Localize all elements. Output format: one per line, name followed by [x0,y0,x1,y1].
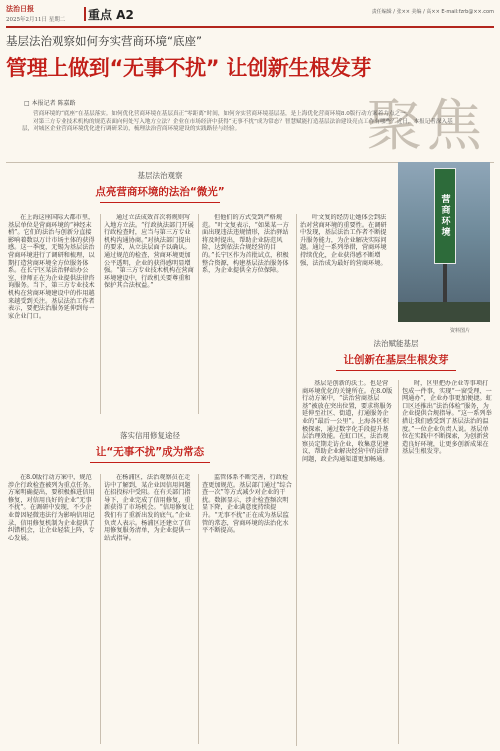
subhead-underline [90,462,210,463]
issue-date: 2025年2月11日 星期二 [6,17,66,23]
paragraph: 在8.0版行动方案中，规范涉企行政检查被列为重点任务。方案明确提出，要积极推进信用修复，对信用良好的企业“无事不扰”。在调研中发现，不少企业曾因轻微违法行为影响信用记录，信用修复机制为企业提供了纠错机会，让企业轻装上阵，专心发展。 [8,474,95,542]
column-text [8,474,96,744]
column-divider [296,334,297,746]
paper-name: 法治日报 [6,4,34,13]
subhead-title: 点亮营商环境的法治“微光” [95,186,225,198]
paragraph: 监管体系不断完善，行政检查更加规范。基层部门通过“综合查一次”等方式减少对企业的干扰。数据显示，涉企检查频次明显下降，企业满意度持续提升。“无事不扰”正在成为基层监管的常态，营商环境的法治化水平不断提高。 [202,474,292,535]
column-text [402,380,494,744]
column-text [104,474,194,744]
photo-credit: 资料图片 [450,328,471,334]
article-intro [22,111,462,135]
column-divider [398,380,399,744]
subhead-underline [100,202,220,203]
paragraph: 但他们的方式受到严格规范。“叶文复表示，“如果某一方面出现违法违规情形，法治驿站将及时提出，帮助企业防范风险，达到依法合规经营的目的。”长宁区作为首批试点，积极整合资源，构建基层法治服务体系，为企业提供全方位保障。 [202,214,289,275]
sign-board: 营商环境 [434,168,456,264]
paragraph: 在杨浦区，法治观察员在走访中了解到，某企业因信用问题在招投标中受阻。在有关部门指导下，企业完成了信用修复，重新获得了市场机会。“信用修复让我们有了重新出发的底气。”企业负责人表示。杨浦区还建立了信用修复服务清单，为企业提供一站式指导。 [104,474,194,542]
street-sign-photo [398,162,490,322]
column-text [202,214,292,414]
intro-paragraph: 对第三方专业技术机构的规范表面向何处写入地方立法？企业在市场经济中获得“无事不扰”成为常态？智慧赋能打造基层法治建设亮点工作有哪些？近日，本报记者深入基层，对城区企业营商环境优化进行调研采访，梳理法治营商环境建设的实践路径与经验。 [22,119,453,133]
intro-paragraph: 营商环境的“底座”在基层落实。如何优化营商环境在基层真正“零距离”时间，如何夯实营商环境基层基，是上海优化营商环境8.0版行动方案着力点之一。 [33,111,412,117]
column-divider [198,474,199,744]
column-divider [100,214,101,414]
article-kicker: 基层法治观察如何夯实营商环境“底座” [6,34,202,48]
paragraph: 时，区里把办企业等事项打包成一件事，实现“一窗受理、一网通办”，企业办事更加便捷。虹口区还推出“法治体检”服务，为企业提供合规指导。“这一系列举措让我们感受到了基层法治的温度。”一位企业负责人说。基层单位在实践中不断探索，为创新营造良好环境，让更多创新成果在基层生根发芽。 [402,380,492,456]
subhead-2 [300,338,492,371]
top-rule [6,26,494,28]
section-title: 重点 A2 [88,8,134,22]
article-byline: □ 本报记者 陈嘉路 [24,100,76,107]
subhead-1 [80,170,240,203]
subhead-kicker: 法治赋能基层 [373,339,419,348]
column-text [300,214,392,314]
column-divider [100,474,101,744]
decorative-title-chars: 聚焦 [366,94,486,159]
subhead-underline [336,370,456,371]
subhead-kicker: 落实信用修复途径 [120,431,180,440]
subhead-title: 让创新在基层生根发芽 [343,354,449,366]
paragraph: 在上海这座国际大都市里，基层单位是营商环境的“神经末梢”。它们的法治与创新分直接影响着数以万计市场主体的获得感。这一季度，无锡为基层法治营商环境进行了调研和梳理，以期打造营商环境全方位服务体系。在长宁区某法治驿站办公室，律师正在为企业提供法律咨询服务。当下，第三方专业技术机构在营商环境建设中的作用越来越受到关注。基层法治工作者表示，要把法治服务延伸到每一家企业门口。 [8,214,95,320]
subhead-3 [60,430,240,463]
masthead [6,4,494,26]
column-text [104,214,194,414]
paragraph: 基层是创新的沃土。也是营商环境优化的关键所在。在8.0版行动方案中，“法治营商基层基”被放在突出位置，要求将服务延伸至社区、街道，打通服务企业的“最后一公里”。上海各区积极探索，通过数字化手段提升基层治理效能。在虹口区，法治观察员定期走访企业，收集意见建议，帮助企业解决经营中的法律问题，政企沟通渠道更加畅通。 [302,380,393,463]
paragraph: 叶文复的经历让她体会到法治对营商环境的重要性。在调研中发现，基层法治工作者不断提升服务能力，为企业解决实际问题。通过一系列举措，营商环境持续优化，企业获得感不断增强，法治成为最好的营商环境。 [300,214,387,267]
photo-ground [398,302,490,322]
column-divider [198,214,199,414]
editor-info: 责任编辑 / 张×× 美编 / 高×× E-mail:fzrb@××.com [371,9,494,15]
subhead-title: 让“无事不扰”成为常态 [95,446,205,458]
column-text [8,214,96,414]
column-text [202,474,292,744]
subhead-kicker: 基层法治观察 [137,171,183,180]
section-marker [84,7,86,21]
column-text [302,380,394,744]
article-headline: 管理上做到“无事不扰” 让创新生根发芽 [6,56,372,80]
paragraph: 通过立法成效首次将规则写入地方立法。“行政执法部门开展行政检查时，应当与第三方专业机构沟通协商。”对执法部门提出的要求，从立法层面予以确认。通过规范的检查，营商环境更加公平透明，企业的获得感明显增强。“第三方专业技术机构在营商环境建设中，行政机关要尊重和保护其合法权益。” [104,214,194,290]
